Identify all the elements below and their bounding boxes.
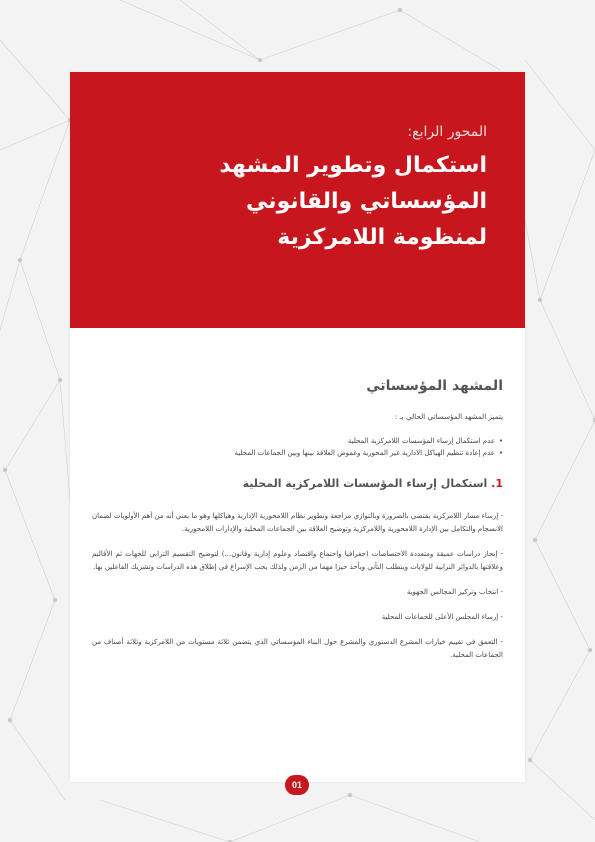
paragraph: - إنجاز دراسات عميقة ومتعددة الاختصاصات (جغرافيا واجتماع واقتصاد وعلوم إدارية وقانون...) لتوضيح التقسيم الترابي للجهات ثم الأقاليم وعلاقتها بالدوائر الترابية للولايات ويتطلب التأني ويأخذ حيزا مهما من الزمن ولذلك يجب الإسراع في إطلاق هذه الدراسات وتشريك الفاعلين بها. [92,550,503,571]
bullet-item: • عدم إعادة تنظيم الهياكل الادارية غير المحورية وغموض العلاقة بينها وبين الجماعات المحلية [92,447,503,459]
chapter-title-line: استكمال وتطوير المشهد [219,153,487,178]
paragraph: - إرساء المجلس الأعلى للجماعات المحلية [381,613,503,621]
subsection-heading [92,477,503,490]
paragraph: - انتخاب وتركيز المجالس الجهوية [406,588,503,596]
chapter-header [70,72,525,328]
axis-label: المحور الرابع: [407,124,487,140]
page-number-badge: 01 [285,775,309,795]
bullet-list [92,435,503,459]
paragraph: - التعمق في تقييم خيارات المشرع الدستوري والمشرع حول البناء المؤسساتي الذي يتضمن ثلاثة مستويات من اللامركزية وثلاثة أصناف من الجماعات المحلية. [92,638,503,659]
section-intro: يتميز المشهد المؤسساتي الحالي بـ : [394,412,503,421]
subsection-number: 1. [491,477,503,490]
body-content [92,378,503,674]
chapter-title-line: لمنظومة اللامركزية [277,225,487,250]
chapter-title-line: المؤسساتي والقانوني [246,189,487,214]
chapter-title [107,148,487,256]
subsection-title: استكمال إرساء المؤسسات اللامركزية المحلية [242,477,488,490]
paragraph: - إرساء مسار اللامركزية يقتضي بالضرورة وبالتوازي مراجعة وتطوير نظام اللامحورية الإدارية وهياكلها وهو ما يعني أنه من أهم الأولويات لضمان الانسجام والتكامل بين الإدارة اللامحورية واللامركزية وتوضيح العلاقة بين الجماعات المحلية والإدارات اللامحورية. [92,512,503,533]
bullet-item: • عدم استكمال إرساء المؤسسات اللامركزية المحلية [92,435,503,447]
section-title: المشهد المؤسساتي [366,378,503,394]
